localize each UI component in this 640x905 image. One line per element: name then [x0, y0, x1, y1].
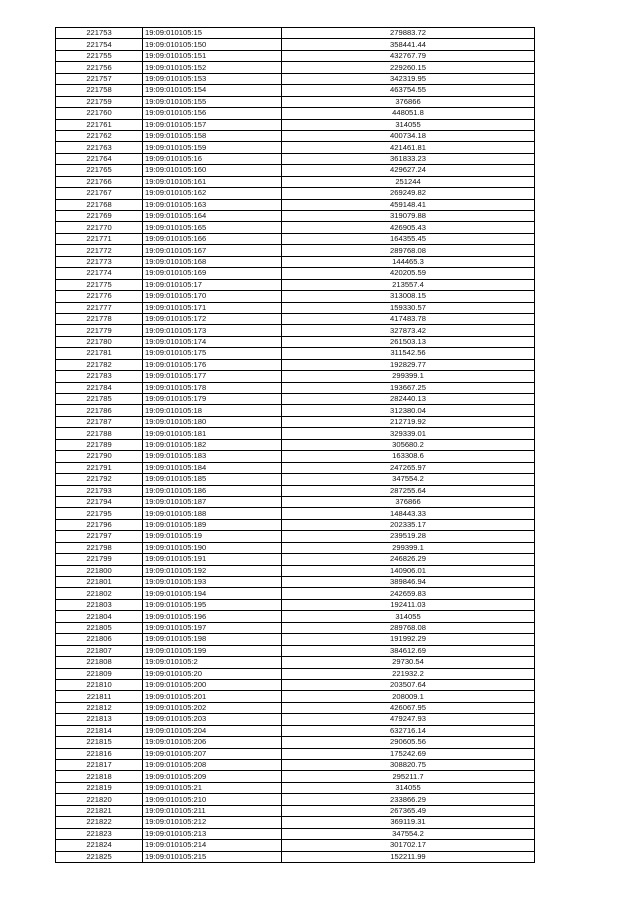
cadastral-number-cell: 19:09:010105:151	[143, 50, 282, 61]
value-cell: 347554.2	[282, 474, 535, 485]
cadastral-number-cell: 19:09:010105:157	[143, 119, 282, 130]
row-number-cell: 221819	[56, 782, 143, 793]
row-number-cell: 221763	[56, 142, 143, 153]
value-cell: 400734.18	[282, 130, 535, 141]
table-row	[56, 348, 535, 359]
table-row	[56, 451, 535, 462]
table-row	[56, 279, 535, 290]
value-cell: 282440.13	[282, 394, 535, 405]
row-number-cell: 221804	[56, 611, 143, 622]
row-number-cell: 221782	[56, 359, 143, 370]
table-row	[56, 176, 535, 187]
cadastral-number-cell: 19:09:010105:176	[143, 359, 282, 370]
row-number-cell: 221776	[56, 291, 143, 302]
cadastral-number-cell: 19:09:010105:197	[143, 622, 282, 633]
value-cell: 246826.29	[282, 554, 535, 565]
table-row	[56, 382, 535, 393]
row-number-cell: 221824	[56, 840, 143, 851]
value-cell: 342319.95	[282, 73, 535, 84]
row-number-cell: 221773	[56, 256, 143, 267]
table-row	[56, 199, 535, 210]
cadastral-number-cell: 19:09:010105:215	[143, 851, 282, 862]
cadastral-number-cell: 19:09:010105:174	[143, 336, 282, 347]
value-cell: 175242.69	[282, 748, 535, 759]
value-cell: 233866.29	[282, 794, 535, 805]
table-row	[56, 165, 535, 176]
cadastral-number-cell: 19:09:010105:206	[143, 737, 282, 748]
row-number-cell: 221821	[56, 805, 143, 816]
row-number-cell: 221780	[56, 336, 143, 347]
table-row	[56, 130, 535, 141]
row-number-cell: 221777	[56, 302, 143, 313]
table-row	[56, 428, 535, 439]
value-cell: 208009.1	[282, 691, 535, 702]
table-row	[56, 211, 535, 222]
value-cell: 299399.1	[282, 542, 535, 553]
cadastral-number-cell: 19:09:010105:208	[143, 760, 282, 771]
cadastral-number-cell: 19:09:010105:158	[143, 130, 282, 141]
table-body	[56, 28, 535, 863]
value-cell: 279883.72	[282, 28, 535, 39]
row-number-cell: 221805	[56, 622, 143, 633]
table-row	[56, 577, 535, 588]
table-row	[56, 153, 535, 164]
row-number-cell: 221768	[56, 199, 143, 210]
row-number-cell: 221818	[56, 771, 143, 782]
row-number-cell: 221786	[56, 405, 143, 416]
cadastral-number-cell: 19:09:010105:204	[143, 725, 282, 736]
table-row	[56, 245, 535, 256]
cadastral-number-cell: 19:09:010105:186	[143, 485, 282, 496]
value-cell: 29730.54	[282, 657, 535, 668]
table-row	[56, 817, 535, 828]
value-cell: 221932.2	[282, 668, 535, 679]
table-row	[56, 142, 535, 153]
cadastral-number-cell: 19:09:010105:211	[143, 805, 282, 816]
table-row	[56, 85, 535, 96]
value-cell: 213557.4	[282, 279, 535, 290]
cadastral-number-cell: 19:09:010105:189	[143, 519, 282, 530]
row-number-cell: 221771	[56, 233, 143, 244]
cadastral-number-cell: 19:09:010105:203	[143, 714, 282, 725]
row-number-cell: 221760	[56, 108, 143, 119]
table-row	[56, 291, 535, 302]
cadastral-number-cell: 19:09:010105:162	[143, 188, 282, 199]
cadastral-number-cell: 19:09:010105:195	[143, 599, 282, 610]
row-number-cell: 221822	[56, 817, 143, 828]
row-number-cell: 221811	[56, 691, 143, 702]
value-cell: 479247.93	[282, 714, 535, 725]
table-row	[56, 313, 535, 324]
row-number-cell: 221754	[56, 39, 143, 50]
cadastral-number-cell: 19:09:010105:183	[143, 451, 282, 462]
value-cell: 164355.45	[282, 233, 535, 244]
table-row	[56, 359, 535, 370]
row-number-cell: 221757	[56, 73, 143, 84]
row-number-cell: 221801	[56, 577, 143, 588]
row-number-cell: 221802	[56, 588, 143, 599]
cadastral-number-cell: 19:09:010105:188	[143, 508, 282, 519]
table-row	[56, 588, 535, 599]
table-row	[56, 508, 535, 519]
row-number-cell: 221756	[56, 62, 143, 73]
cadastral-number-cell: 19:09:010105:18	[143, 405, 282, 416]
cadastral-number-cell: 19:09:010105:171	[143, 302, 282, 313]
table-row	[56, 645, 535, 656]
table-row	[56, 336, 535, 347]
row-number-cell: 221792	[56, 474, 143, 485]
table-row	[56, 496, 535, 507]
value-cell: 193667.25	[282, 382, 535, 393]
row-number-cell: 221774	[56, 268, 143, 279]
row-number-cell: 221812	[56, 702, 143, 713]
value-cell: 299399.1	[282, 371, 535, 382]
table-row	[56, 771, 535, 782]
row-number-cell: 221762	[56, 130, 143, 141]
cadastral-number-cell: 19:09:010105:15	[143, 28, 282, 39]
cadastral-number-cell: 19:09:010105:184	[143, 462, 282, 473]
cadastral-number-cell: 19:09:010105:168	[143, 256, 282, 267]
table-row	[56, 28, 535, 39]
cadastral-number-cell: 19:09:010105:164	[143, 211, 282, 222]
cadastral-number-cell: 19:09:010105:150	[143, 39, 282, 50]
cadastral-number-cell: 19:09:010105:154	[143, 85, 282, 96]
row-number-cell: 221808	[56, 657, 143, 668]
row-number-cell: 221797	[56, 531, 143, 542]
row-number-cell: 221814	[56, 725, 143, 736]
cadastral-value-table	[55, 27, 535, 863]
value-cell: 361833.23	[282, 153, 535, 164]
value-cell: 229260.15	[282, 62, 535, 73]
value-cell: 358441.44	[282, 39, 535, 50]
value-cell: 421461.81	[282, 142, 535, 153]
value-cell: 239519.28	[282, 531, 535, 542]
cadastral-number-cell: 19:09:010105:202	[143, 702, 282, 713]
cadastral-number-cell: 19:09:010105:17	[143, 279, 282, 290]
table-row	[56, 657, 535, 668]
row-number-cell: 221799	[56, 554, 143, 565]
row-number-cell: 221758	[56, 85, 143, 96]
table-row	[56, 188, 535, 199]
cadastral-number-cell: 19:09:010105:196	[143, 611, 282, 622]
value-cell: 369119.31	[282, 817, 535, 828]
cadastral-number-cell: 19:09:010105:214	[143, 840, 282, 851]
table-row	[56, 119, 535, 130]
cadastral-number-cell: 19:09:010105:182	[143, 439, 282, 450]
table-row	[56, 474, 535, 485]
row-number-cell: 221794	[56, 496, 143, 507]
value-cell: 192411.03	[282, 599, 535, 610]
row-number-cell: 221793	[56, 485, 143, 496]
table-row	[56, 50, 535, 61]
row-number-cell: 221765	[56, 165, 143, 176]
row-number-cell: 221772	[56, 245, 143, 256]
value-cell: 311542.56	[282, 348, 535, 359]
table-row	[56, 668, 535, 679]
value-cell: 267365.49	[282, 805, 535, 816]
value-cell: 376866	[282, 496, 535, 507]
value-cell: 140906.01	[282, 565, 535, 576]
row-number-cell: 221813	[56, 714, 143, 725]
cadastral-number-cell: 19:09:010105:173	[143, 325, 282, 336]
value-cell: 203507.64	[282, 679, 535, 690]
table-row	[56, 611, 535, 622]
row-number-cell: 221817	[56, 760, 143, 771]
row-number-cell: 221784	[56, 382, 143, 393]
row-number-cell: 221775	[56, 279, 143, 290]
value-cell: 417483.78	[282, 313, 535, 324]
cadastral-number-cell: 19:09:010105:179	[143, 394, 282, 405]
table-row	[56, 828, 535, 839]
cadastral-number-cell: 19:09:010105:159	[143, 142, 282, 153]
value-cell: 312380.04	[282, 405, 535, 416]
row-number-cell: 221788	[56, 428, 143, 439]
cadastral-number-cell: 19:09:010105:178	[143, 382, 282, 393]
value-cell: 159330.57	[282, 302, 535, 313]
table-row	[56, 439, 535, 450]
value-cell: 384612.69	[282, 645, 535, 656]
row-number-cell: 221766	[56, 176, 143, 187]
cadastral-number-cell: 19:09:010105:152	[143, 62, 282, 73]
table-row	[56, 371, 535, 382]
table-row	[56, 794, 535, 805]
value-cell: 327873.42	[282, 325, 535, 336]
cadastral-number-cell: 19:09:010105:169	[143, 268, 282, 279]
row-number-cell: 221825	[56, 851, 143, 862]
cadastral-number-cell: 19:09:010105:172	[143, 313, 282, 324]
row-number-cell: 221798	[56, 542, 143, 553]
row-number-cell: 221809	[56, 668, 143, 679]
cadastral-number-cell: 19:09:010105:161	[143, 176, 282, 187]
cadastral-number-cell: 19:09:010105:166	[143, 233, 282, 244]
value-cell: 287255.64	[282, 485, 535, 496]
table-row	[56, 851, 535, 862]
table-row	[56, 691, 535, 702]
cadastral-number-cell: 19:09:010105:170	[143, 291, 282, 302]
table-row	[56, 233, 535, 244]
cadastral-number-cell: 19:09:010105:19	[143, 531, 282, 542]
value-cell: 251244	[282, 176, 535, 187]
cadastral-number-cell: 19:09:010105:156	[143, 108, 282, 119]
cadastral-number-cell: 19:09:010105:2	[143, 657, 282, 668]
table-row	[56, 714, 535, 725]
row-number-cell: 221753	[56, 28, 143, 39]
cadastral-number-cell: 19:09:010105:209	[143, 771, 282, 782]
row-number-cell: 221815	[56, 737, 143, 748]
row-number-cell: 221816	[56, 748, 143, 759]
row-number-cell: 221787	[56, 416, 143, 427]
value-cell: 148443.33	[282, 508, 535, 519]
cadastral-number-cell: 19:09:010105:212	[143, 817, 282, 828]
value-cell: 347554.2	[282, 828, 535, 839]
table-row	[56, 485, 535, 496]
cadastral-number-cell: 19:09:010105:180	[143, 416, 282, 427]
cadastral-number-cell: 19:09:010105:160	[143, 165, 282, 176]
value-cell: 420205.59	[282, 268, 535, 279]
value-cell: 301702.17	[282, 840, 535, 851]
cadastral-number-cell: 19:09:010105:207	[143, 748, 282, 759]
row-number-cell: 221791	[56, 462, 143, 473]
value-cell: 289768.08	[282, 622, 535, 633]
table-row	[56, 108, 535, 119]
row-number-cell: 221810	[56, 679, 143, 690]
table-row	[56, 256, 535, 267]
value-cell: 289768.08	[282, 245, 535, 256]
value-cell: 429627.24	[282, 165, 535, 176]
value-cell: 152211.99	[282, 851, 535, 862]
row-number-cell: 221769	[56, 211, 143, 222]
row-number-cell: 221796	[56, 519, 143, 530]
table-row	[56, 462, 535, 473]
value-cell: 314055	[282, 611, 535, 622]
table-row	[56, 782, 535, 793]
cadastral-number-cell: 19:09:010105:200	[143, 679, 282, 690]
table-row	[56, 394, 535, 405]
row-number-cell: 221755	[56, 50, 143, 61]
cadastral-number-cell: 19:09:010105:201	[143, 691, 282, 702]
value-cell: 295211.7	[282, 771, 535, 782]
value-cell: 313008.15	[282, 291, 535, 302]
table-row	[56, 519, 535, 530]
value-cell: 389846.94	[282, 577, 535, 588]
cadastral-number-cell: 19:09:010105:21	[143, 782, 282, 793]
value-cell: 247265.97	[282, 462, 535, 473]
cadastral-number-cell: 19:09:010105:210	[143, 794, 282, 805]
value-cell: 463754.55	[282, 85, 535, 96]
table-row	[56, 405, 535, 416]
table-row	[56, 325, 535, 336]
table-row	[56, 760, 535, 771]
value-cell: 261503.13	[282, 336, 535, 347]
value-cell: 459148.41	[282, 199, 535, 210]
table-row	[56, 748, 535, 759]
row-number-cell: 221820	[56, 794, 143, 805]
cadastral-number-cell: 19:09:010105:192	[143, 565, 282, 576]
cadastral-number-cell: 19:09:010105:199	[143, 645, 282, 656]
table-row	[56, 268, 535, 279]
row-number-cell: 221785	[56, 394, 143, 405]
cadastral-number-cell: 19:09:010105:191	[143, 554, 282, 565]
cadastral-number-cell: 19:09:010105:177	[143, 371, 282, 382]
row-number-cell: 221790	[56, 451, 143, 462]
row-number-cell: 221778	[56, 313, 143, 324]
cadastral-number-cell: 19:09:010105:20	[143, 668, 282, 679]
table-row	[56, 302, 535, 313]
table-row	[56, 96, 535, 107]
cadastral-number-cell: 19:09:010105:190	[143, 542, 282, 553]
row-number-cell: 221770	[56, 222, 143, 233]
value-cell: 632716.14	[282, 725, 535, 736]
table-row	[56, 634, 535, 645]
value-cell: 314055	[282, 119, 535, 130]
row-number-cell: 221764	[56, 153, 143, 164]
row-number-cell: 221767	[56, 188, 143, 199]
cadastral-number-cell: 19:09:010105:16	[143, 153, 282, 164]
table-row	[56, 542, 535, 553]
table-row	[56, 840, 535, 851]
cadastral-number-cell: 19:09:010105:155	[143, 96, 282, 107]
table-row	[56, 222, 535, 233]
row-number-cell: 221807	[56, 645, 143, 656]
value-cell: 163308.6	[282, 451, 535, 462]
cadastral-number-cell: 19:09:010105:165	[143, 222, 282, 233]
value-cell: 308820.75	[282, 760, 535, 771]
table-row	[56, 416, 535, 427]
table-row	[56, 679, 535, 690]
value-cell: 144465.3	[282, 256, 535, 267]
row-number-cell: 221761	[56, 119, 143, 130]
table-row	[56, 554, 535, 565]
value-cell: 426067.95	[282, 702, 535, 713]
value-cell: 319079.88	[282, 211, 535, 222]
cadastral-number-cell: 19:09:010105:187	[143, 496, 282, 507]
cadastral-number-cell: 19:09:010105:194	[143, 588, 282, 599]
value-cell: 242659.83	[282, 588, 535, 599]
table-row	[56, 702, 535, 713]
table-row	[56, 62, 535, 73]
value-cell: 202335.17	[282, 519, 535, 530]
table-row	[56, 565, 535, 576]
table-row	[56, 622, 535, 633]
value-cell: 426905.43	[282, 222, 535, 233]
row-number-cell: 221800	[56, 565, 143, 576]
cadastral-number-cell: 19:09:010105:163	[143, 199, 282, 210]
row-number-cell: 221783	[56, 371, 143, 382]
value-cell: 314055	[282, 782, 535, 793]
table-row	[56, 805, 535, 816]
cadastral-number-cell: 19:09:010105:193	[143, 577, 282, 588]
cadastral-number-cell: 19:09:010105:167	[143, 245, 282, 256]
table-row	[56, 531, 535, 542]
value-cell: 192829.77	[282, 359, 535, 370]
cadastral-number-cell: 19:09:010105:181	[143, 428, 282, 439]
row-number-cell: 221779	[56, 325, 143, 336]
row-number-cell: 221781	[56, 348, 143, 359]
table-row	[56, 73, 535, 84]
value-cell: 432767.79	[282, 50, 535, 61]
row-number-cell: 221795	[56, 508, 143, 519]
cadastral-number-cell: 19:09:010105:198	[143, 634, 282, 645]
value-cell: 305680.2	[282, 439, 535, 450]
table-row	[56, 599, 535, 610]
value-cell: 191992.29	[282, 634, 535, 645]
table-row	[56, 39, 535, 50]
value-cell: 290605.56	[282, 737, 535, 748]
row-number-cell: 221789	[56, 439, 143, 450]
value-cell: 329339.01	[282, 428, 535, 439]
cadastral-number-cell: 19:09:010105:185	[143, 474, 282, 485]
row-number-cell: 221803	[56, 599, 143, 610]
value-cell: 212719.92	[282, 416, 535, 427]
cadastral-number-cell: 19:09:010105:153	[143, 73, 282, 84]
row-number-cell: 221806	[56, 634, 143, 645]
cadastral-number-cell: 19:09:010105:213	[143, 828, 282, 839]
row-number-cell: 221823	[56, 828, 143, 839]
value-cell: 269249.82	[282, 188, 535, 199]
value-cell: 448051.8	[282, 108, 535, 119]
table-row	[56, 737, 535, 748]
table-row	[56, 725, 535, 736]
value-cell: 376866	[282, 96, 535, 107]
row-number-cell: 221759	[56, 96, 143, 107]
cadastral-number-cell: 19:09:010105:175	[143, 348, 282, 359]
